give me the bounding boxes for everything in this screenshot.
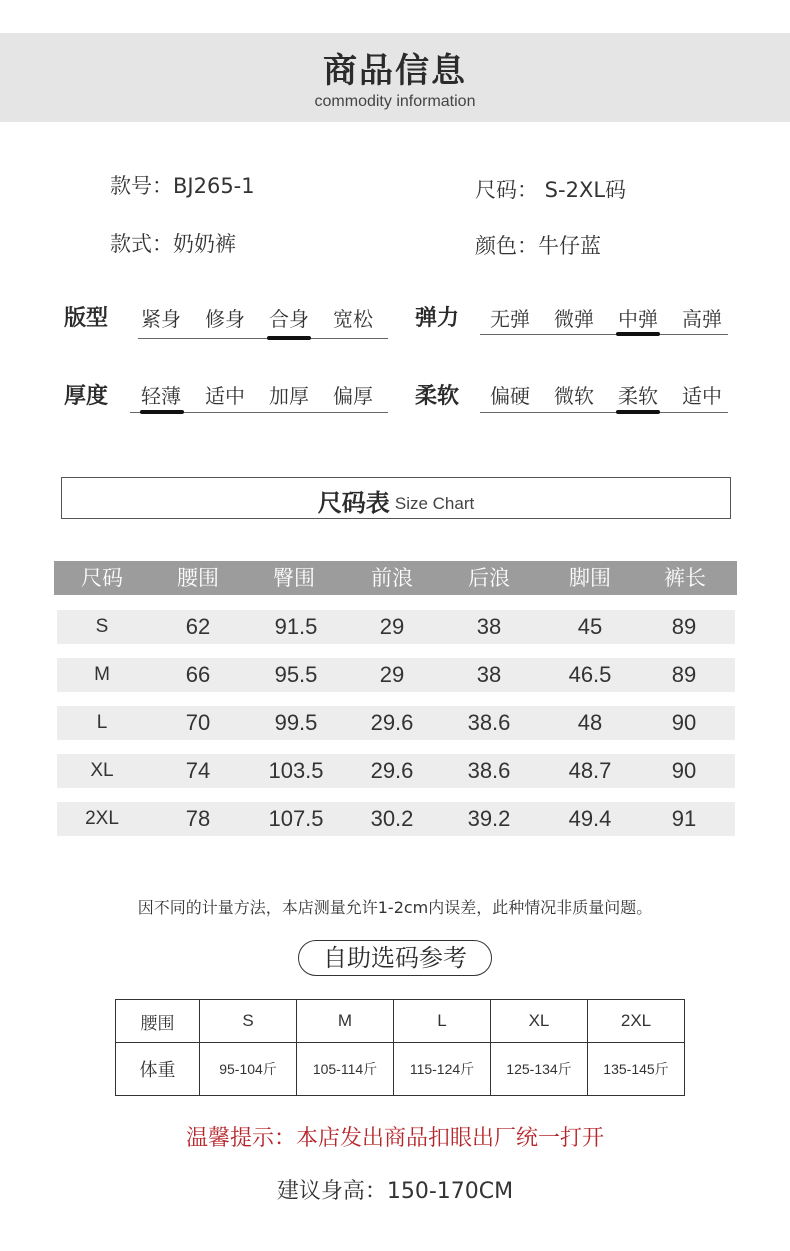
table-row xyxy=(116,1043,685,1096)
header-cell: 裤长 xyxy=(664,566,706,590)
softness-selected-marker xyxy=(616,410,660,414)
style-number: 款号：BJ265-1 xyxy=(110,174,255,198)
size-chart-title-en: Size Chart xyxy=(394,494,475,513)
fit-label: 版型 xyxy=(64,306,109,331)
softness-option: 适中 xyxy=(682,384,722,408)
thickness-option: 加厚 xyxy=(269,384,309,408)
table-row xyxy=(57,658,735,692)
table-cell: 78 xyxy=(185,806,211,831)
table-cell: 29 xyxy=(379,662,405,687)
thickness-option: 偏厚 xyxy=(333,384,373,408)
header-cell: 臀围 xyxy=(273,566,315,590)
waist-label: 腰围 xyxy=(116,1000,200,1043)
table-cell: M xyxy=(94,664,110,685)
table-cell: 49.4 xyxy=(568,806,612,831)
table-cell: 66 xyxy=(185,662,211,687)
table-cell: 90 xyxy=(671,758,697,783)
table-cell: 74 xyxy=(185,758,211,783)
table-cell: 95-104斤 xyxy=(200,1043,297,1096)
table-cell: 105-114斤 xyxy=(297,1043,394,1096)
table-cell: 107.5 xyxy=(268,806,324,831)
table-cell: 91 xyxy=(671,806,697,831)
header-cell: 腰围 xyxy=(177,566,219,590)
header-cell: 前浪 xyxy=(371,566,413,590)
stretch-option: 高弹 xyxy=(682,307,722,331)
table-cell: 2XL xyxy=(588,1000,685,1043)
weight-label: 体重 xyxy=(116,1043,200,1096)
table-cell: 70 xyxy=(185,710,211,735)
table-cell: 48 xyxy=(577,710,603,735)
stretch-option-selected: 中弹 xyxy=(618,307,658,331)
thickness-option-selected: 轻薄 xyxy=(141,384,181,408)
table-cell: 99.5 xyxy=(274,710,318,735)
table-cell: 89 xyxy=(671,614,697,639)
table-row xyxy=(57,610,735,644)
table-cell: 38 xyxy=(476,662,502,687)
page-subtitle: commodity information xyxy=(314,93,476,110)
suggested-height: 建议身高：150-170CM xyxy=(276,1179,514,1204)
table-row xyxy=(57,754,735,788)
color-info: 颜色：牛仔蓝 xyxy=(475,234,601,258)
table-cell: 39.2 xyxy=(467,806,511,831)
table-cell: 62 xyxy=(185,614,211,639)
table-cell: 89 xyxy=(671,662,697,687)
table-cell: L xyxy=(96,712,108,733)
table-cell: 95.5 xyxy=(274,662,318,687)
table-cell: 2XL xyxy=(85,808,119,829)
table-cell: 115-124斤 xyxy=(394,1043,491,1096)
size-chart-header-row xyxy=(54,561,737,595)
table-cell: S xyxy=(200,1000,297,1043)
softness-option-selected: 柔软 xyxy=(618,384,658,408)
softness-option: 微软 xyxy=(554,384,594,408)
fit-option: 紧身 xyxy=(141,307,181,331)
table-cell: 38.6 xyxy=(467,710,511,735)
table-cell: 135-145斤 xyxy=(588,1043,685,1096)
table-cell: 90 xyxy=(671,710,697,735)
size-reference-title: 自助选码参考 xyxy=(298,940,492,976)
table-cell: 48.7 xyxy=(568,758,612,783)
table-cell: S xyxy=(95,616,109,637)
table-cell: 46.5 xyxy=(568,662,612,687)
page-title: 商品信息 xyxy=(323,51,467,91)
table-cell: 29 xyxy=(379,614,405,639)
fit-option: 宽松 xyxy=(333,307,373,331)
thickness-selected-marker xyxy=(140,410,184,414)
stretch-option: 微弹 xyxy=(554,307,594,331)
style-type: 款式：奶奶裤 xyxy=(110,232,236,256)
table-row xyxy=(116,1000,685,1043)
table-cell: 29.6 xyxy=(370,710,414,735)
stretch-selected-marker xyxy=(616,332,660,336)
stretch-option: 无弹 xyxy=(490,307,530,331)
size-range: 尺码： S-2XL码 xyxy=(475,178,627,202)
table-cell: 45 xyxy=(577,614,603,639)
table-cell: 30.2 xyxy=(370,806,414,831)
header-cell: 尺码 xyxy=(81,566,123,590)
table-cell: L xyxy=(394,1000,491,1043)
softness-option: 偏硬 xyxy=(490,384,530,408)
header-cell: 脚围 xyxy=(569,566,611,590)
softness-label: 柔软 xyxy=(415,384,460,409)
stretch-underline xyxy=(480,334,728,335)
table-cell: 125-134斤 xyxy=(491,1043,588,1096)
table-row xyxy=(57,706,735,740)
table-cell: 103.5 xyxy=(268,758,324,783)
table-cell: M xyxy=(297,1000,394,1043)
softness-underline xyxy=(480,412,728,413)
fit-option-selected: 合身 xyxy=(269,307,309,331)
thickness-label: 厚度 xyxy=(64,384,109,409)
table-cell: 29.6 xyxy=(370,758,414,783)
warm-tip: 温馨提示：本店发出商品扣眼出厂统一打开 xyxy=(185,1126,604,1151)
table-cell: XL xyxy=(491,1000,588,1043)
fit-option: 修身 xyxy=(205,307,245,331)
size-chart-title-box xyxy=(61,477,731,519)
fit-selected-marker xyxy=(267,336,311,340)
table-cell: 91.5 xyxy=(274,614,318,639)
size-chart-title: 尺码表 xyxy=(317,489,390,517)
table-cell: 38 xyxy=(476,614,502,639)
stretch-label: 弹力 xyxy=(415,306,460,331)
table-cell: 38.6 xyxy=(467,758,511,783)
header-cell: 后浪 xyxy=(468,566,510,590)
fit-underline xyxy=(138,338,388,339)
size-reference-table xyxy=(115,999,685,1096)
thickness-option: 适中 xyxy=(205,384,245,408)
measurement-note: 因不同的计量方法，本店测量允许1-2cm内误差，此种情况非质量问题。 xyxy=(137,898,653,917)
table-cell: XL xyxy=(90,760,114,781)
table-row xyxy=(57,802,735,836)
page-header xyxy=(0,33,790,122)
